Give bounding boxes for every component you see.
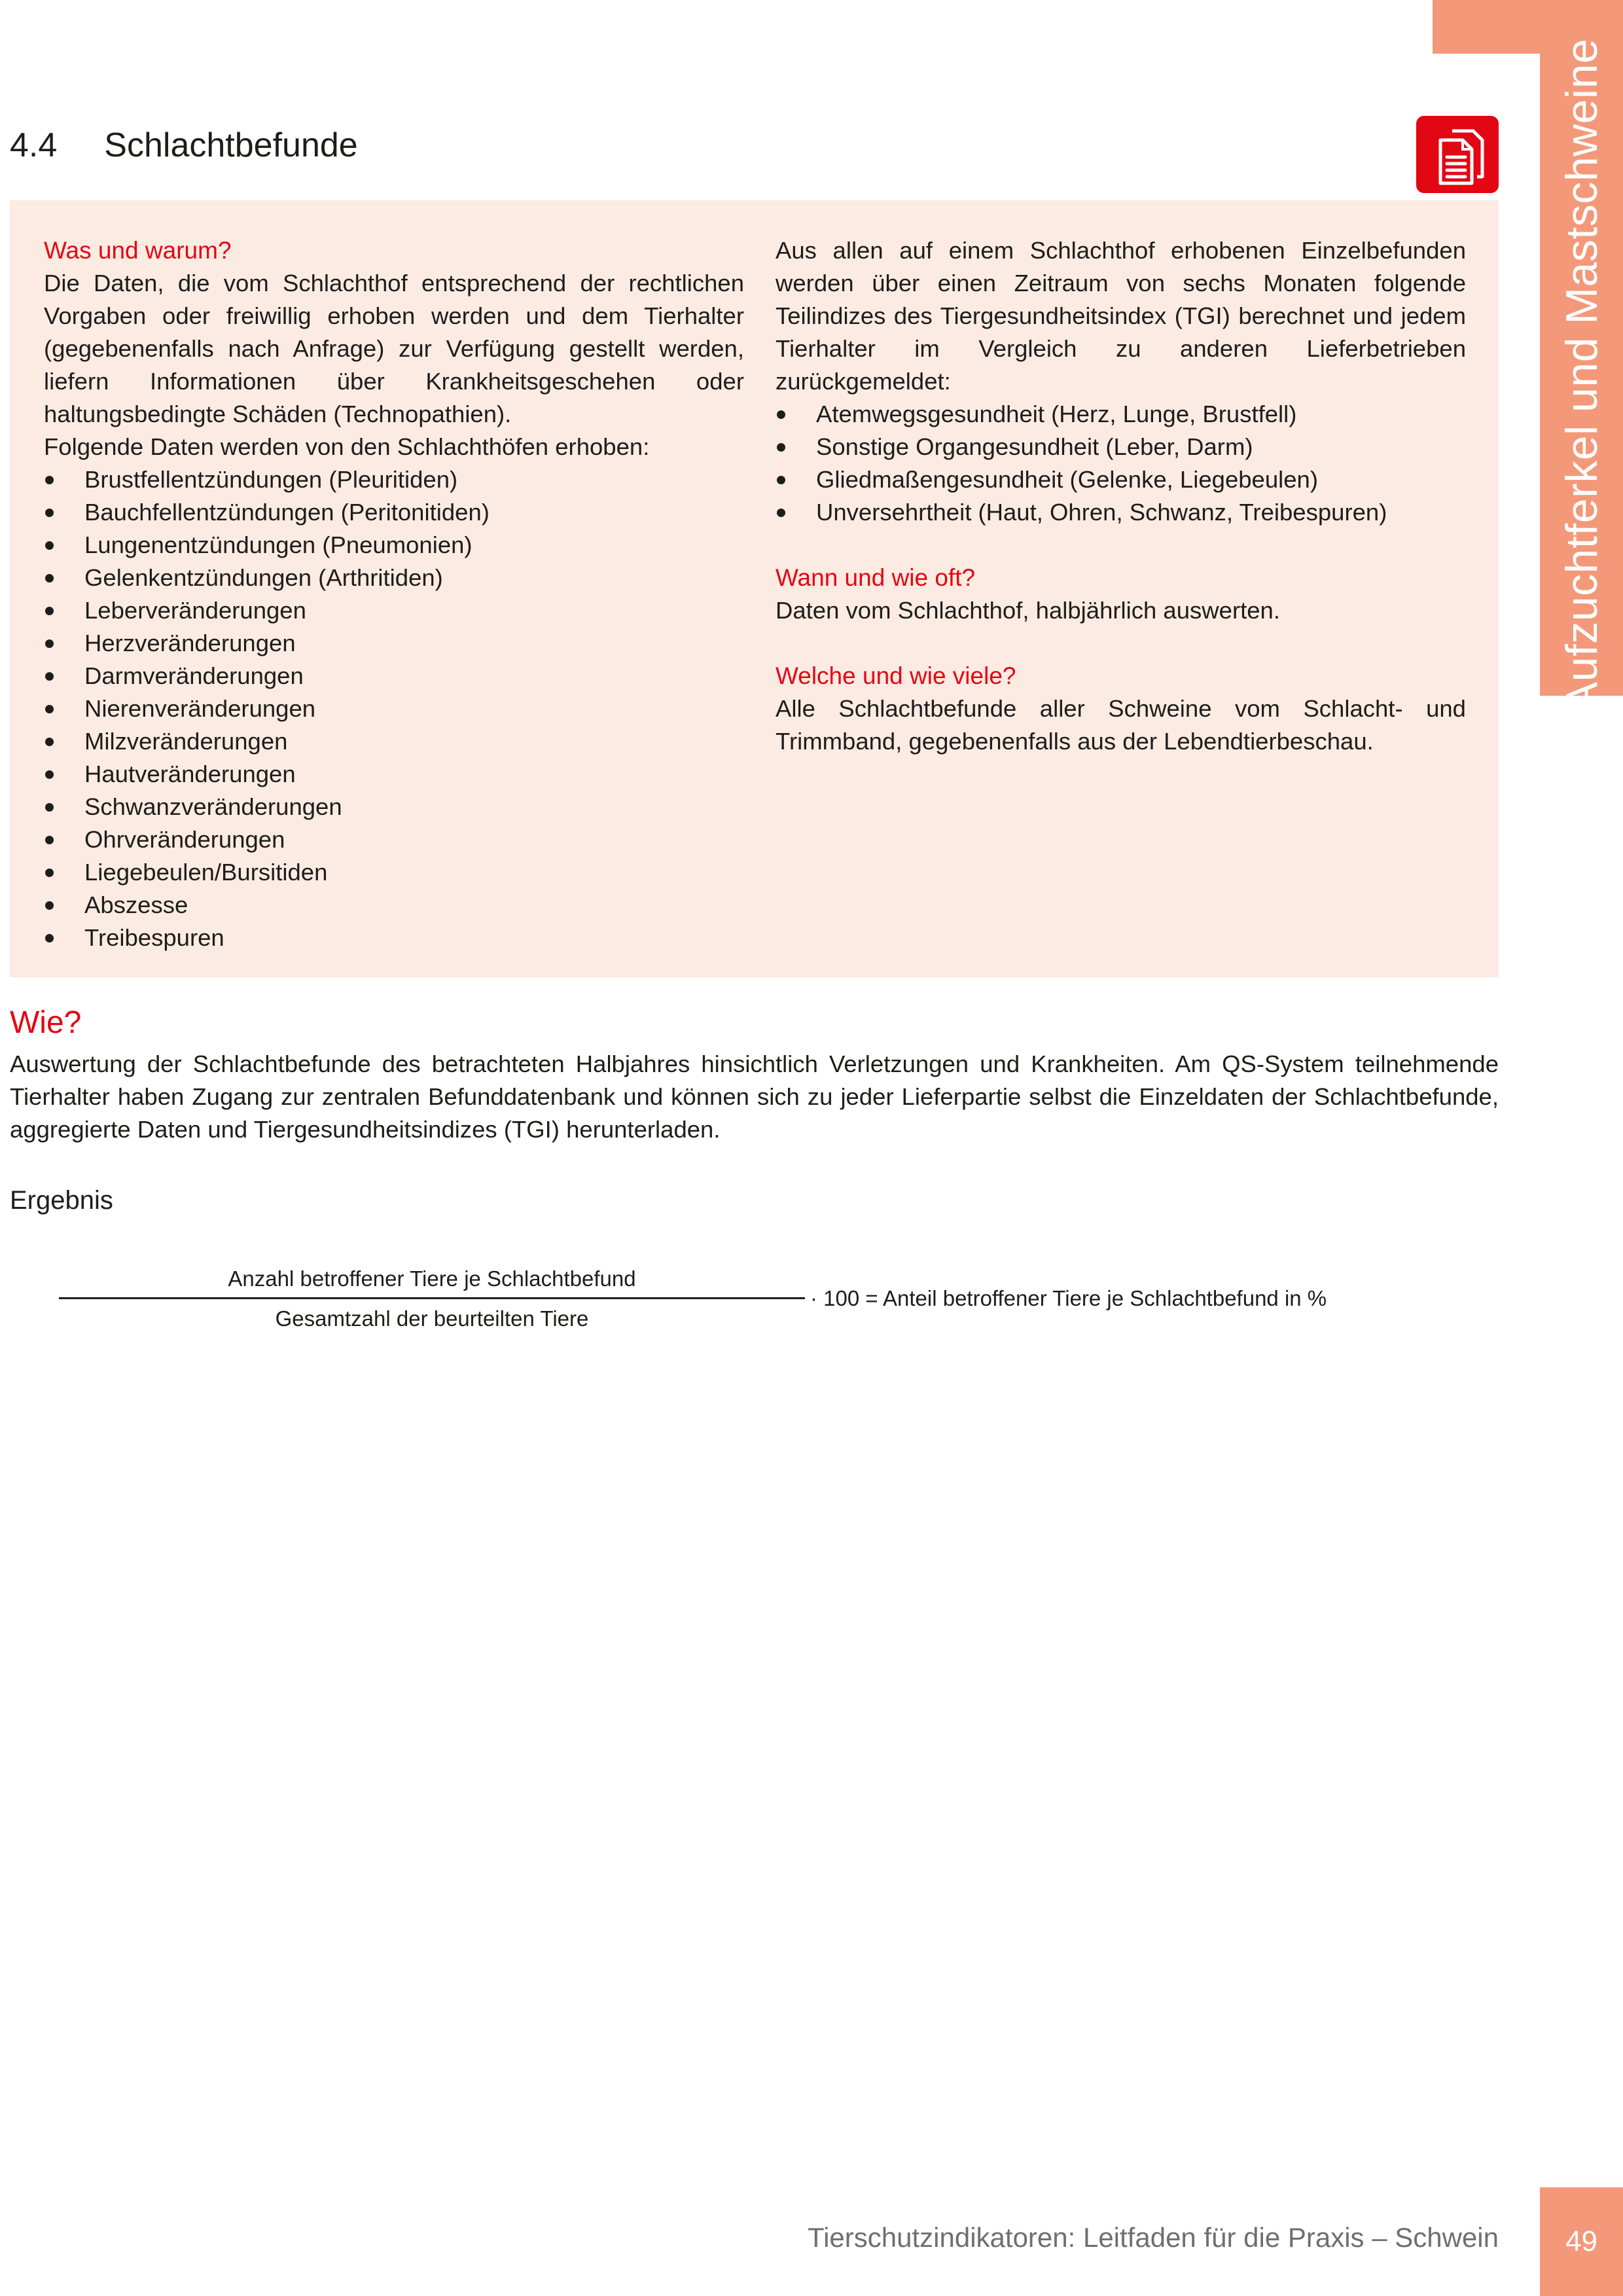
documents-icon	[1416, 116, 1499, 193]
section-title: Schlachtbefunde	[104, 126, 358, 164]
list-item: Gelenkentzündungen (Arthritiden)	[44, 562, 744, 594]
info-box	[10, 200, 1499, 977]
chapter-side-tab	[1540, 38, 1623, 711]
list-item: Atemwegsgesundheit (Herz, Lunge, Brustfell)	[776, 398, 1466, 431]
list-item: Schwanzveränderungen	[44, 791, 744, 823]
which-how-many-heading: Welche und wie viele?	[776, 662, 1016, 689]
list-item: Sonstige Organgesundheit (Leber, Darm)	[776, 431, 1466, 463]
section-number: 4.4	[10, 126, 58, 164]
list-item: Brustfellentzündungen (Pleuritiden)	[44, 463, 744, 496]
footer-title: Tierschutzindikatoren: Leitfaden für die Praxis – Schwein	[808, 2222, 1499, 2253]
section-heading	[10, 126, 358, 165]
list-item: Ohrveränderungen	[44, 823, 744, 856]
chapter-side-tab-label: Aufzuchtferkel und Mastschweine	[1556, 38, 1607, 711]
list-item: Hautveränderungen	[44, 758, 744, 791]
list-item: Darmveränderungen	[44, 660, 744, 692]
formula-denominator: Gesamtzahl der beurteilten Tiere	[275, 1306, 589, 1331]
when-how-often-text: Daten vom Schlachthof, halbjährlich auswerten.	[776, 597, 1280, 624]
list-item: Herzveränderungen	[44, 627, 744, 660]
spacer	[776, 529, 1466, 562]
page-number-box	[1540, 2187, 1623, 2296]
list-item: Gliedmaßengesundheit (Gelenke, Liegebeulen)	[776, 463, 1466, 496]
info-box-left-column	[44, 234, 744, 954]
list-item: Lungenentzündungen (Pneumonien)	[44, 529, 744, 562]
what-and-why-heading: Was und warum?	[44, 237, 232, 264]
spacer	[776, 627, 1466, 660]
list-item: Nierenveränderungen	[44, 692, 744, 725]
list-item: Liegebeulen/Bursitiden	[44, 856, 744, 889]
list-item: Treibespuren	[44, 922, 744, 954]
list-item: Leberveränderungen	[44, 594, 744, 627]
tgi-description: Aus allen auf einem Schlachthof erhobenen Einzelbefunden werden über einen Zeitraum von sechs Monaten folgende Teilindizes des Tiergesundheitsindex (TGI) berechnet und jedem Tierhalter im Vergleich zu anderen Lieferbetrieben zurückgemeldet:	[776, 237, 1466, 395]
findings-list-intro: Folgende Daten werden von den Schlachthöfen erhoben:	[44, 433, 650, 460]
list-item: Bauchfellentzündungen (Peritonitiden)	[44, 496, 744, 529]
formula-numerator: Anzahl betroffener Tiere je Schlachtbefund	[228, 1266, 636, 1291]
fraction-line	[59, 1297, 805, 1299]
how-text: Auswertung der Schlachtbefunde des betrachteten Halbjahres hinsichtlich Verletzungen und Krankheiten. Am QS-System teilnehmende Tierhalter haben Zugang zur zentralen Befunddatenbank und können sich zu jeder Lieferpartie selbst die Einzeldaten der Schlachtbefunde, aggregierte Daten und Tiergesundheitsindizes (TGI) herunterladen.	[10, 1050, 1499, 1143]
when-how-often-heading: Wann und wie oft?	[776, 564, 976, 591]
slaughter-findings-list	[44, 463, 744, 954]
result-heading: Ergebnis	[10, 1186, 113, 1215]
formula-result: · 100 = Anteil betroffener Tiere je Schlachtbefund in %	[810, 1286, 1327, 1310]
list-item: Unversehrtheit (Haut, Ohren, Schwanz, Treibespuren)	[776, 496, 1466, 529]
which-how-many-text: Alle Schlachtbefunde aller Schweine vom Schlacht- und Trimmband, gegebenenfalls aus der Lebendtierbeschau.	[776, 695, 1466, 755]
result-formula	[59, 1265, 1400, 1336]
info-box-right-column	[776, 234, 1466, 758]
tgi-subindex-list	[776, 398, 1466, 529]
what-and-why-text: Die Daten, die vom Schlachthof entsprechend der rechtlichen Vorgaben oder freiwillig erhoben werden und dem Tierhalter (gegebenenfalls nach Anfrage) zur Verfügung gestellt werden, liefern Informationen über Krankheitsgeschehen oder haltungsbedingte Schäden (Technopathien).	[44, 270, 744, 427]
list-item: Milzveränderungen	[44, 725, 744, 758]
how-heading: Wie?	[10, 1005, 82, 1040]
page-number: 49	[1565, 2225, 1597, 2257]
documents-icon-glyph	[1426, 123, 1489, 186]
formula-fraction	[59, 1265, 805, 1333]
list-item: Abszesse	[44, 889, 744, 922]
